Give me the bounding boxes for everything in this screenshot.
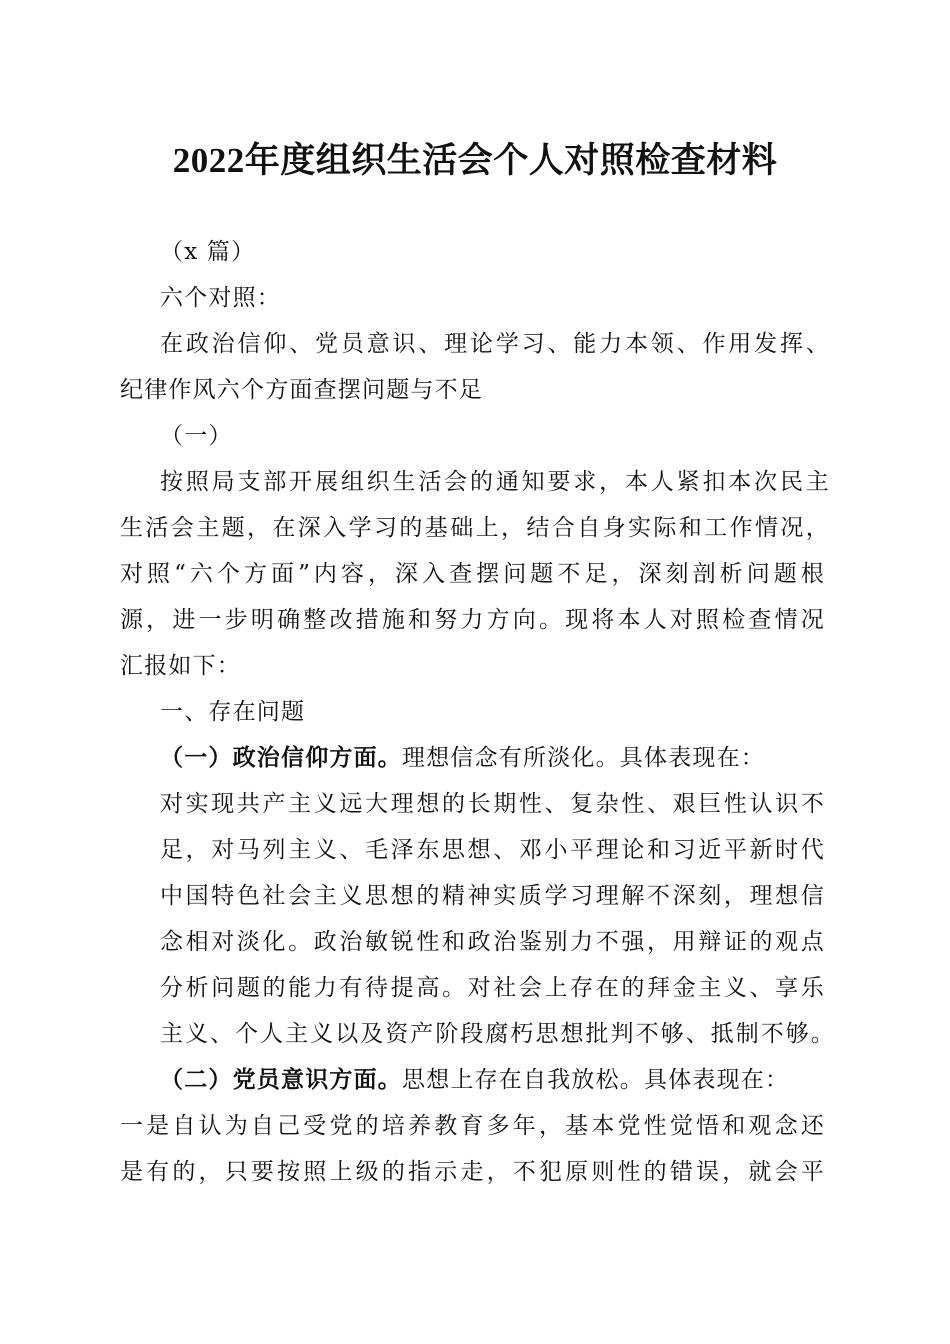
- subsection-heading-rest: 理想信念有所淡化。具体表现在：: [402, 745, 765, 771]
- paragraph-line: 生活会主题，在深入学习的基础上，结合自身实际和工作情况，: [120, 515, 830, 541]
- paragraph-line: 对实现共产主义远大理想的长期性、复杂性、艰巨性认识不: [160, 791, 825, 817]
- paragraph-line: 纪律作风六个方面查摆问题与不足: [120, 377, 483, 403]
- section-marker: （一）: [160, 423, 233, 449]
- paragraph-line: 在政治信仰、党员意识、理论学习、能力本领、作用发挥、: [160, 331, 830, 357]
- paragraph-line: 一是自认为自己受党的培养教育多年，基本党性觉悟和观念还: [120, 1113, 825, 1139]
- subsection-heading-bold: （一）政治信仰方面。: [160, 744, 402, 771]
- subsection-heading-rest: 思想上存在自我放松。具体表现在：: [402, 1067, 790, 1093]
- paragraph-line: 足，对马列主义、毛泽东思想、邓小平理论和习近平新时代: [160, 837, 825, 863]
- subsection-heading: [160, 743, 765, 773]
- paragraph-line: 主义、个人主义以及资产阶段腐朽思想批判不够、抵制不够。: [160, 1021, 835, 1047]
- paragraph-line: 念相对淡化。政治敏锐性和政治鉴别力不强，用辩证的观点: [160, 929, 825, 955]
- paragraph-line: 中国特色社会主义思想的精神实质学习理解不深刻，理想信: [160, 883, 825, 909]
- paragraph-line: 对照“六个方面”内容，深入查摆问题不足，深刻剖析问题根: [120, 561, 825, 587]
- paragraph-line-variant: （x 篇）: [160, 239, 256, 265]
- paragraph-line: 分析问题的能力有待提高。对社会上存在的拜金主义、享乐: [160, 975, 825, 1001]
- paragraph-line: 汇报如下：: [120, 653, 241, 679]
- paragraph-line: 是有的，只要按照上级的指示走，不犯原则性的错误，就会平: [120, 1159, 825, 1185]
- paragraph-line: 源，进一步明确整改措施和努力方向。现将本人对照检查情况: [120, 607, 825, 633]
- document-title: 2022年度组织生活会个人对照检查材料: [172, 141, 778, 180]
- paragraph-line: 按照局支部开展组织生活会的通知要求，本人紧扣本次民主: [160, 469, 830, 495]
- subsection-heading: [160, 1065, 789, 1095]
- section-heading: 一、存在问题: [160, 699, 306, 725]
- paragraph-line-six-comparisons: 六个对照：: [160, 285, 281, 311]
- subsection-heading-bold: （二）党员意识方面。: [160, 1066, 402, 1093]
